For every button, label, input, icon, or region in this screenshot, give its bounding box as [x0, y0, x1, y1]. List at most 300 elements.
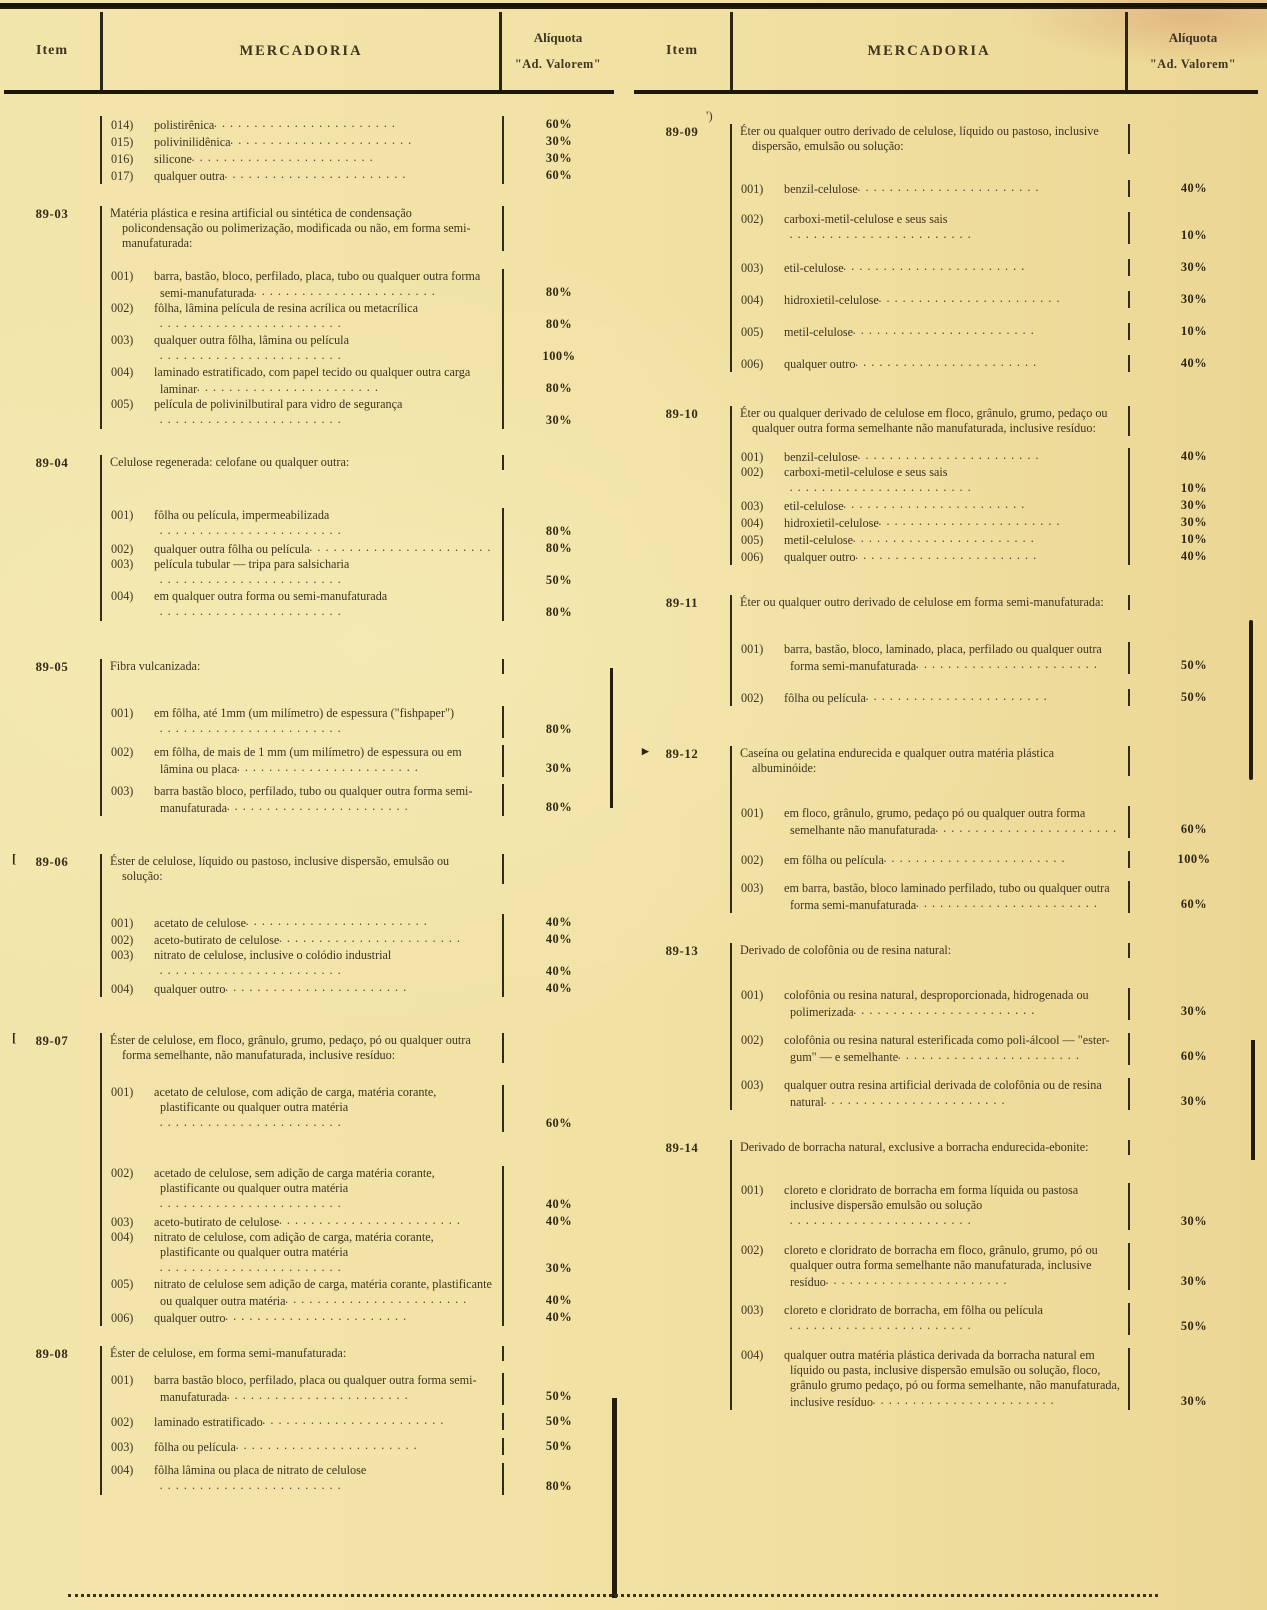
- heading-row: [732, 406, 1258, 436]
- entry-body: [102, 948, 504, 980]
- entry-body: [732, 988, 1130, 1020]
- entry-text: película de polivinilbutiral para vidro de segurança: [151, 397, 403, 411]
- entry-body: [102, 1309, 504, 1326]
- entry-body: [732, 806, 1130, 838]
- rate-value: 80%: [545, 524, 573, 538]
- entry-text: laminado estratificado, com papel tecido ou qualquer outra carga laminar: [151, 365, 471, 396]
- entry-number: 001): [111, 269, 134, 283]
- entry-body: [102, 116, 504, 133]
- dot-leader: [853, 323, 1035, 336]
- entries: [732, 1183, 1258, 1410]
- item-code-text: 89-11: [665, 596, 699, 610]
- entry-number: 016): [111, 152, 134, 166]
- item-code: [4, 206, 100, 429]
- block-main: [100, 116, 614, 184]
- entry-text: qualquer outro: [151, 1311, 226, 1325]
- entry-row: [732, 1243, 1258, 1290]
- rate-value: 60%: [1180, 1049, 1208, 1063]
- entry-number: 001): [741, 642, 764, 656]
- item-code-text: 89-12: [665, 747, 699, 761]
- entry-row: [732, 548, 1258, 565]
- block-main: [730, 595, 1258, 706]
- tariff-block-89-04: [4, 455, 614, 621]
- dot-leader: [853, 531, 1035, 544]
- dot-leader: [884, 851, 1066, 864]
- item-code-text: 89-13: [665, 944, 699, 958]
- entry-body: [732, 497, 1130, 514]
- entry-number: 004): [111, 589, 134, 603]
- rate-value: 40%: [545, 915, 573, 929]
- tariff-block-89-11: [634, 595, 1258, 706]
- entry-body: [732, 323, 1130, 340]
- heading-row: [732, 943, 1258, 958]
- block-heading: Éster de celulose, em floco, grânulo, grumo, pedaço, pó ou qualquer outra forma semelhante, não manufaturada, inclusive resíduo:: [102, 1033, 504, 1063]
- dot-leader: [898, 1048, 1080, 1061]
- rate-value: 100%: [542, 349, 576, 363]
- block-main: [730, 943, 1258, 1110]
- heading-row: [102, 1346, 614, 1361]
- entry-number: 001): [111, 706, 134, 720]
- entry-number: 001): [111, 1373, 134, 1387]
- entry-row: [732, 988, 1258, 1020]
- entry-number: 006): [741, 550, 764, 564]
- entry-text: qualquer outro: [781, 550, 856, 564]
- dot-leader: [263, 1413, 445, 1426]
- entries: [102, 914, 614, 997]
- entry-number: 002): [111, 542, 134, 556]
- entry-number: 001): [741, 182, 764, 196]
- rate-spacer: [504, 659, 614, 674]
- dot-leader: [790, 1318, 972, 1331]
- rate-spacer: [1130, 595, 1258, 610]
- tariff-block-89-08: [4, 1346, 614, 1495]
- entry-row: [732, 1303, 1258, 1335]
- item-code-text: 89-10: [665, 407, 699, 421]
- page-edge-line: [1251, 1040, 1255, 1160]
- entry-number: 002): [111, 745, 134, 759]
- entry-body: [102, 1413, 504, 1430]
- entry-text: aceto-butirato de celulose: [151, 933, 280, 947]
- entry-text: qualquer outra resina artificial derivada de colofônia ou de resina natural: [781, 1078, 1102, 1109]
- left-table-body: [4, 116, 614, 1495]
- dot-leader: [866, 689, 1048, 702]
- entry-body: [102, 980, 504, 997]
- entry-number: 002): [741, 1033, 764, 1047]
- entry-row: [102, 706, 614, 738]
- entry-number: 005): [741, 325, 764, 339]
- entry-row: [732, 259, 1258, 276]
- tariff-block-89-03: [4, 206, 614, 429]
- entry-text: fôlha, lâmina película de resina acrílica ou metacrílica: [151, 301, 418, 315]
- entry-row: [102, 1230, 614, 1277]
- dot-leader: [160, 1478, 342, 1491]
- entry-number: 005): [741, 533, 764, 547]
- block-heading: Derivado de colofônia ou de resina natural:: [732, 943, 1130, 958]
- entry-row: [102, 1213, 614, 1230]
- entry-text: barra bastão bloco, perfilado, placa ou qualquer outra forma semi-manufaturada: [151, 1373, 477, 1404]
- rate-value: 30%: [545, 413, 573, 427]
- entry-row: [732, 851, 1258, 868]
- entry-body: [102, 914, 504, 931]
- entry-row: [102, 1085, 614, 1132]
- item-code-text: 89-14: [665, 1141, 699, 1155]
- entry-number: 001): [111, 1085, 134, 1099]
- entry-number: 002): [111, 933, 134, 947]
- entry-row: [732, 806, 1258, 838]
- left-column-table: [4, 12, 614, 1495]
- entry-text: qualquer outra fôlha ou película: [151, 542, 310, 556]
- block-heading: Éter ou qualquer derivado de celulose em floco, grânulo, grumo, pedaço ou qualquer outra forma semelhante não manufaturada, inclusive resíduo:: [732, 406, 1130, 436]
- entry-number: 003): [111, 333, 134, 347]
- dot-leader: [160, 523, 342, 536]
- rate-value: 30%: [545, 1261, 573, 1275]
- entry-number: 004): [111, 365, 134, 379]
- tariff-block-89-07: [4, 1033, 614, 1326]
- entry-body: [732, 851, 1130, 868]
- entry-text: acetato de celulose: [151, 916, 247, 930]
- entry-row: [732, 1078, 1258, 1110]
- entry-number: 001): [111, 508, 134, 522]
- margin-mark: [: [12, 852, 17, 866]
- entry-row: [102, 365, 614, 397]
- entry-row: [732, 323, 1258, 340]
- dot-leader: [858, 180, 1040, 193]
- margin-mark: ▸: [642, 744, 650, 758]
- dot-leader: [824, 1093, 1006, 1106]
- rate-spacer: [1130, 124, 1258, 154]
- entry-text: qualquer outra fôlha, lâmina ou película: [151, 333, 349, 347]
- entry-number: 003): [111, 557, 134, 571]
- item-code: [634, 124, 730, 372]
- block-main: [730, 124, 1258, 372]
- block-heading: Fibra vulcanizada:: [102, 659, 504, 674]
- dot-leader: [246, 914, 428, 927]
- entries: [732, 642, 1258, 706]
- block-main: [730, 746, 1258, 913]
- dot-leader: [160, 316, 342, 329]
- entry-number: 002): [741, 853, 764, 867]
- rate-value: 50%: [1180, 658, 1208, 672]
- entry-row: [102, 784, 614, 816]
- tariff-block-89-05: [4, 659, 614, 816]
- header-aliquota-line1: Alíquota: [533, 30, 583, 45]
- entry-row: [732, 212, 1258, 244]
- item-code: [4, 1033, 100, 1326]
- rate-value: 40%: [545, 1293, 573, 1307]
- entry-body: [102, 1373, 504, 1405]
- entry-row: [102, 397, 614, 429]
- entry-body: [732, 180, 1130, 197]
- dot-leader: [854, 1003, 1036, 1016]
- entry-number: 004): [111, 982, 134, 996]
- item-code: [4, 659, 100, 816]
- rate-value: 60%: [1180, 897, 1208, 911]
- entry-row: [732, 1183, 1258, 1230]
- entry-number: 003): [741, 881, 764, 895]
- entry-text: fôlha lâmina ou placa de nitrato de celulose: [151, 1463, 367, 1477]
- entry-number: 002): [111, 1166, 134, 1180]
- entry-row: [102, 980, 614, 997]
- rate-value: 80%: [545, 541, 573, 555]
- rate-value: 40%: [545, 1197, 573, 1211]
- dot-leader: [160, 1196, 342, 1209]
- page-edge-line: [1249, 620, 1253, 780]
- entry-text: hidroxietil-celulose: [781, 516, 879, 530]
- header-mercadoria: MERCADORIA: [100, 12, 502, 90]
- right-column-table: [634, 12, 1258, 1410]
- item-code: [4, 1346, 100, 1495]
- entry-number: 003): [741, 499, 764, 513]
- entry-text: nitrato de celulose, inclusive o colódio industrial: [151, 948, 392, 962]
- entry-number: 002): [741, 1243, 764, 1257]
- dot-leader: [160, 572, 342, 585]
- item-code: [4, 455, 100, 621]
- header-aliquota-line2: "Ad. Valorem": [514, 57, 602, 71]
- entry-number: 004): [111, 1230, 134, 1244]
- entry-row: [102, 133, 614, 150]
- heading-row: [102, 854, 614, 884]
- entry-text: em fôlha, de mais de 1 mm (um milímetro) de espessura ou em lâmina ou placa: [151, 745, 462, 776]
- rate-value: 10%: [1180, 324, 1208, 338]
- rate-value: 30%: [1180, 498, 1208, 512]
- entries: [732, 448, 1258, 565]
- item-code-text: 89-05: [35, 660, 69, 674]
- dot-leader: [231, 133, 413, 146]
- entry-number: 003): [111, 1440, 134, 1454]
- entry-row: [732, 355, 1258, 372]
- entry-text: polistirênica: [151, 118, 215, 132]
- right-table-body: [634, 124, 1258, 1410]
- entry-text: cloreto e cloridrato de borracha em floco, grânulo, grumo, pó ou qualquer outra forma semelhante não manufaturada, inclusive resíduo: [781, 1243, 1098, 1289]
- rate-value: 30%: [1180, 1214, 1208, 1228]
- dot-leader: [855, 355, 1037, 368]
- dot-leader: [790, 1213, 972, 1226]
- item-code-text: 89-04: [35, 456, 69, 470]
- entry-row: [102, 150, 614, 167]
- header-aliquota-line1: Alíquota: [1168, 30, 1218, 45]
- entry-number: 002): [741, 212, 764, 226]
- dot-leader: [254, 284, 436, 297]
- tariff-block-89-10: [634, 406, 1258, 565]
- rate-spacer: [1130, 406, 1258, 436]
- entry-text: silicone: [151, 152, 192, 166]
- rate-value: 40%: [545, 1310, 573, 1324]
- item-code: [634, 595, 730, 706]
- entry-text: etil-celulose: [781, 261, 844, 275]
- entry-row: [102, 745, 614, 777]
- entries: [732, 180, 1258, 372]
- rate-value: 60%: [545, 117, 573, 131]
- entry-number: 005): [111, 1277, 134, 1291]
- entries: [102, 706, 614, 816]
- entry-text: etil-celulose: [781, 499, 844, 513]
- entry-body: [732, 1033, 1130, 1065]
- entry-text: carboxi-metil-celulose e seus sais: [781, 212, 948, 226]
- rate-value: 10%: [1180, 481, 1208, 495]
- entry-text: barra bastão bloco, perfilado, tubo ou qualquer outra forma semi-manufaturada: [151, 784, 473, 815]
- item-code: [634, 1140, 730, 1410]
- entry-row: [732, 881, 1258, 913]
- item-code: [4, 854, 100, 997]
- entry-text: colofônia ou resina natural esterificada como poli-álcool — "ester-gum" — e semelhante: [781, 1033, 1110, 1064]
- rate-value: 30%: [1180, 515, 1208, 529]
- entry-number: 004): [741, 1348, 764, 1362]
- entry-row: [732, 531, 1258, 548]
- dot-leader: [916, 657, 1098, 670]
- rate-value: 30%: [1180, 1004, 1208, 1018]
- entry-row: [102, 1413, 614, 1430]
- entry-body: [102, 931, 504, 948]
- dot-leader: [160, 604, 342, 617]
- rate-value: 10%: [1180, 532, 1208, 546]
- dot-leader: [286, 1292, 468, 1305]
- entry-text: em barra, bastão, bloco laminado perfilado, tubo ou qualquer outra forma semi-manufaturada: [781, 881, 1110, 912]
- entry-text: laminado estratificado: [151, 1415, 263, 1429]
- item-code-text: 89-03: [35, 207, 69, 221]
- entry-number: 003): [741, 261, 764, 275]
- block-heading: Éster de celulose, em forma semi-manufaturada:: [102, 1346, 504, 1361]
- rate-spacer: [504, 1033, 614, 1063]
- block-main: [100, 659, 614, 816]
- rate-value: 40%: [545, 964, 573, 978]
- entry-row: [732, 1348, 1258, 1410]
- right-table-header: [634, 12, 1258, 94]
- entry-text: polivinilidênica: [151, 135, 231, 149]
- rate-spacer: [504, 1346, 614, 1361]
- entry-text: barra, bastão, bloco, laminado, placa, perfilado ou qualquer outra forma semi-manufaturada: [781, 642, 1102, 673]
- dot-leader: [873, 1393, 1055, 1406]
- entry-row: [102, 1373, 614, 1405]
- item-code-text: 89-09: [665, 125, 699, 139]
- dot-leader: [227, 1388, 409, 1401]
- entry-row: [102, 589, 614, 621]
- left-table-header: [4, 12, 614, 94]
- entry-row: [732, 514, 1258, 531]
- dot-leader: [279, 1213, 461, 1226]
- entry-body: [732, 689, 1130, 706]
- entries: [732, 806, 1258, 913]
- entry-number: 001): [741, 1183, 764, 1197]
- block-main: [730, 406, 1258, 565]
- rate-spacer: [1130, 1140, 1258, 1155]
- entry-body: [102, 150, 504, 167]
- top-rule: [0, 3, 1267, 9]
- dot-leader: [826, 1273, 1008, 1286]
- dot-leader: [855, 548, 1037, 561]
- header-aliquota: [1128, 12, 1258, 90]
- dot-leader: [214, 116, 396, 129]
- block-heading: Matéria plástica e resina artificial ou sintética de condensação policondensação ou polimerização, modificada ou não, em forma semi-manufaturada:: [102, 206, 504, 251]
- heading-row: [102, 659, 614, 674]
- entry-number: 002): [111, 301, 134, 315]
- entry-text: fôlha ou película, impermeabilizada: [151, 508, 330, 522]
- entry-body: [102, 784, 504, 816]
- entry-number: 003): [741, 1303, 764, 1317]
- rate-value: 40%: [1180, 181, 1208, 195]
- dot-leader: [279, 931, 461, 944]
- rate-value: 30%: [545, 134, 573, 148]
- entry-text: aceto-butirato de celulose: [151, 1215, 280, 1229]
- entry-number: 004): [741, 293, 764, 307]
- entry-number: 002): [741, 691, 764, 705]
- entry-row: [102, 1438, 614, 1455]
- entry-number: 001): [741, 988, 764, 1002]
- entry-body: [102, 1213, 504, 1230]
- rate-value: 60%: [545, 168, 573, 182]
- entry-row: [102, 914, 614, 931]
- entry-number: 006): [111, 1311, 134, 1325]
- rate-value: 40%: [1180, 549, 1208, 563]
- rate-value: 80%: [545, 317, 573, 331]
- rate-spacer: [1130, 943, 1258, 958]
- entry-row: [102, 948, 614, 980]
- header-item: Item: [666, 43, 698, 58]
- entry-text: nitrato de celulose sem adição de carga, matéria corante, plastificante ou qualquer outra matéria: [151, 1277, 492, 1308]
- dot-leader: [790, 227, 972, 240]
- entry-body: [732, 259, 1130, 276]
- rate-value: 80%: [545, 1479, 573, 1493]
- block-main: [100, 455, 614, 621]
- dot-leader: [160, 963, 342, 976]
- entry-body: [732, 212, 1130, 244]
- entry-row: [102, 333, 614, 365]
- rate-value: 60%: [545, 1116, 573, 1130]
- entry-text: em fôlha, até 1mm (um milímetro) de espessura ("fishpaper"): [151, 706, 455, 720]
- rate-value: 40%: [545, 981, 573, 995]
- heading-row: [732, 124, 1258, 154]
- entry-body: [102, 365, 504, 397]
- rate-value: 30%: [1180, 292, 1208, 306]
- block-heading: Celulose regenerada: celofane ou qualquer outra:: [102, 455, 504, 470]
- block-main: [100, 854, 614, 997]
- entry-body: [102, 1230, 504, 1277]
- tariff-block-89-06: [4, 854, 614, 997]
- rate-value: 30%: [545, 761, 573, 775]
- rate-spacer: [504, 206, 614, 251]
- dot-leader: [237, 760, 419, 773]
- rate-value: 10%: [1180, 228, 1208, 242]
- entry-text: fôlha ou película: [151, 1440, 236, 1454]
- entry-text: benzil-celulose: [781, 182, 858, 196]
- entry-body: [102, 589, 504, 621]
- dot-leader: [160, 1260, 342, 1273]
- item-code: [634, 406, 730, 565]
- dot-leader: [225, 1309, 407, 1322]
- entry-text: fôlha ou película: [781, 691, 866, 705]
- dot-leader: [225, 980, 407, 993]
- entry-body: [102, 167, 504, 184]
- entry-number: 003): [111, 1215, 134, 1229]
- entry-number: 002): [741, 465, 764, 479]
- entry-body: [102, 397, 504, 429]
- entry-body: [102, 133, 504, 150]
- entry-number: 006): [741, 357, 764, 371]
- rate-value: 80%: [545, 285, 573, 299]
- entry-text: qualquer outra matéria plástica derivada da borracha natural em líquido ou pasta, inclusive dispersão emulsão ou solução, floco, grânulo grumo pedaço, pó ou forma semelhante, não manufaturada, inclusive resíduo: [781, 1348, 1120, 1409]
- entry-body: [732, 531, 1130, 548]
- block-main: [100, 1346, 614, 1495]
- entry-number: 002): [111, 1415, 134, 1429]
- header-aliquota-line2: "Ad. Valorem": [1149, 57, 1237, 71]
- rate-value: 30%: [1180, 260, 1208, 274]
- dot-leader: [879, 291, 1061, 304]
- entry-body: [732, 1303, 1130, 1335]
- entries: [102, 508, 614, 621]
- dot-leader: [844, 497, 1026, 510]
- entries: [102, 269, 614, 429]
- rate-value: 50%: [545, 1414, 573, 1428]
- block-heading: Derivado de borracha natural, exclusive a borracha endurecida-ebonite:: [732, 1140, 1130, 1155]
